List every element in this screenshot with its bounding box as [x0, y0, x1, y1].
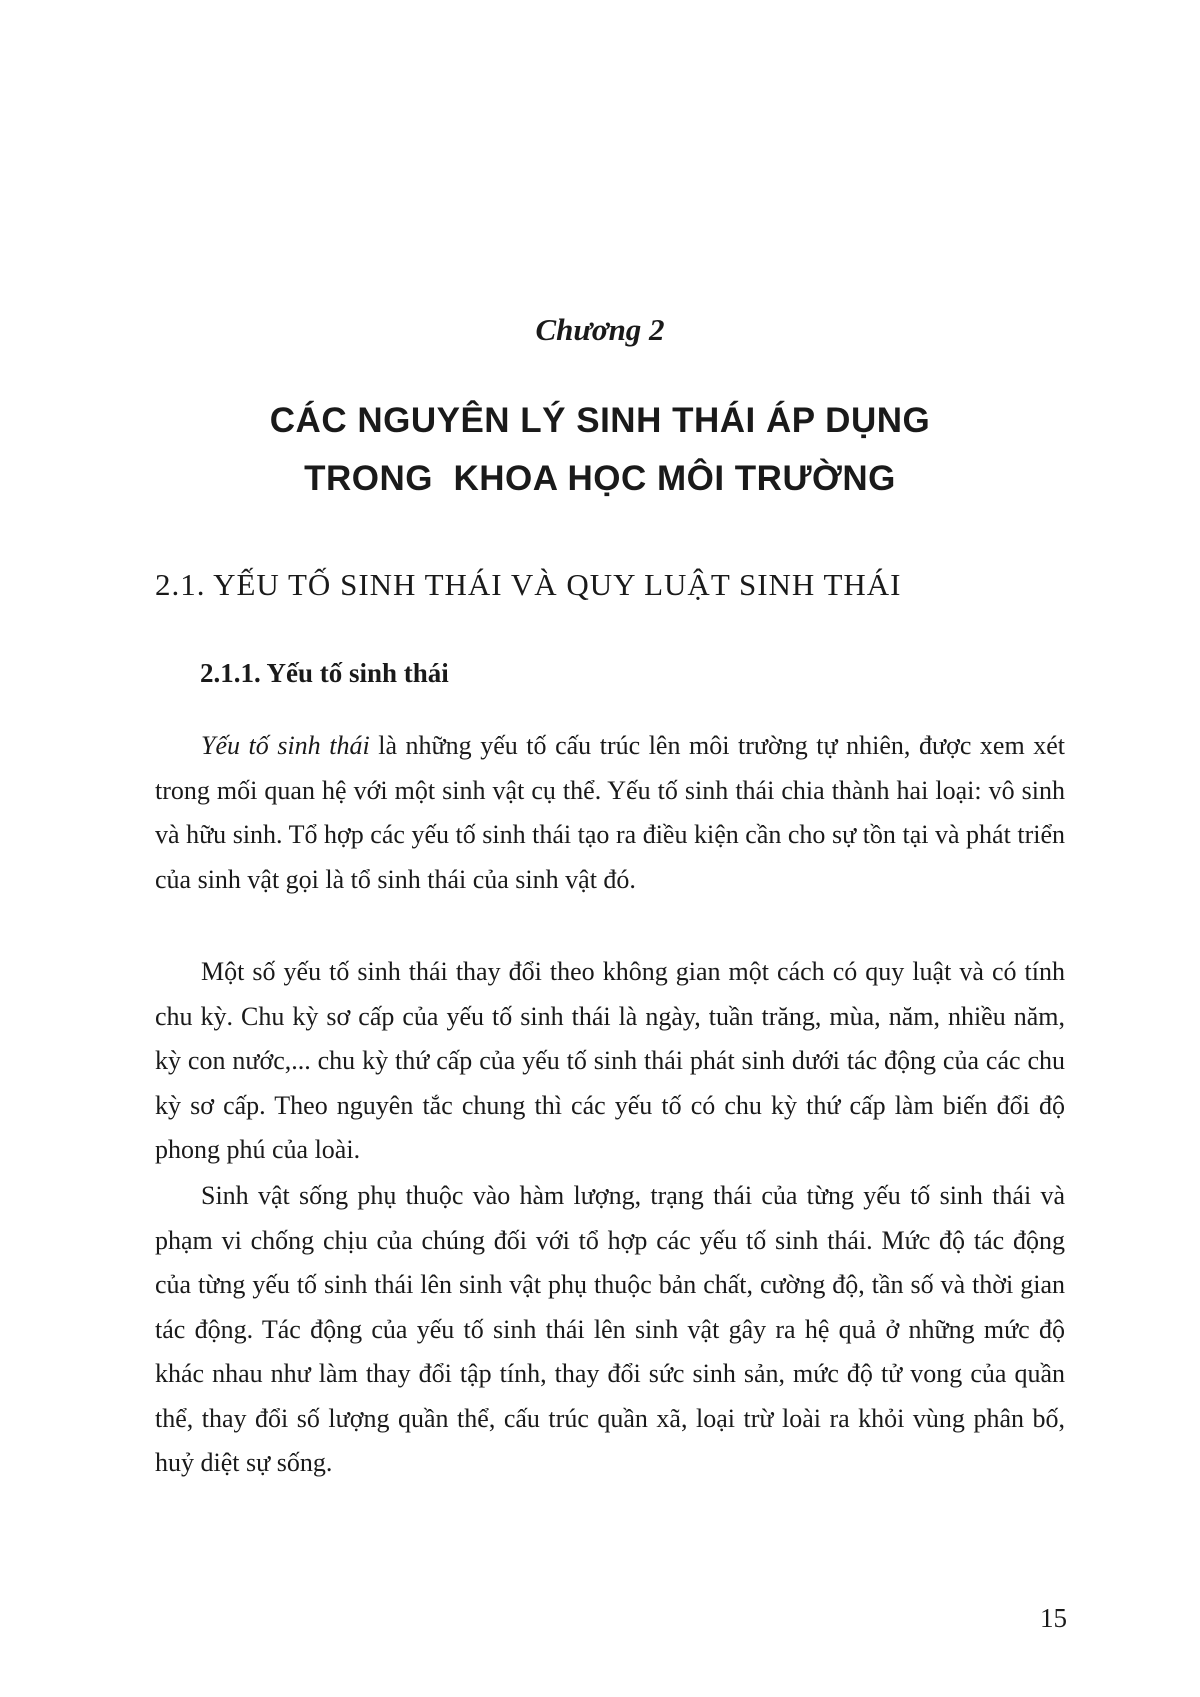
- paragraph-3: Sinh vật sống phụ thuộc vào hàm lượng, trạng thái của từng yếu tố sinh thái và phạm vi chống chịu của chúng đối với tổ hợp các yếu tố sinh thái. Mức độ tác động của từng yếu tố sinh thái lên sinh vật phụ thuộc bản chất, cường độ, tần số và thời gian tác động. Tác động của yếu tố sinh thái lên sinh vật gây ra hệ quả ở những mức độ khác nhau như làm thay đổi tập tính, thay đổi sức sinh sản, mức độ tử vong của quần thể, thay đổi số lượng quần thể, cấu trúc quần xã, loại trừ loài ra khỏi vùng phân bố, huỷ diệt sự sống.: [155, 1181, 1065, 1477]
- paragraph-2: Một số yếu tố sinh thái thay đổi theo không gian một cách có quy luật và có tính chu kỳ. Chu kỳ sơ cấp của yếu tố sinh thái là ngày, tuần trăng, mùa, năm, nhiều năm, kỳ con nước,... chu kỳ thứ cấp của yếu tố sinh thái phát sinh dưới tác động của các chu kỳ sơ cấp. Theo nguyên tắc chung thì các yếu tố có chu kỳ thứ cấp làm biến đổi độ phong phú của loài.: [155, 957, 1065, 1164]
- subsection-heading: 2.1.1. Yếu tố sinh thái: [200, 658, 449, 688]
- paragraph-1-text: là những yếu tố cấu trúc lên môi trường tự nhiên, được xem xét trong mối quan hệ với một sinh vật cụ thể. Yếu tố sinh thái chia thành hai loại: vô sinh và hữu sinh. Tổ hợp các yếu tố sinh thái tạo ra điều kiện cần cho sự tồn tại và phát triển của sinh vật gọi là tổ sinh thái của sinh vật đó.: [155, 731, 1066, 894]
- page-number: 15: [1040, 1603, 1067, 1633]
- paragraph-1: [155, 724, 1065, 902]
- chapter-title: [0, 392, 1200, 508]
- chapter-title-line-1: CÁC NGUYÊN LÝ SINH THÁI ÁP DỤNG: [269, 401, 931, 440]
- defined-term: Yếu tố sinh thái: [201, 731, 370, 760]
- chapter-title-line-2: TRONG KHOA HỌC MÔI TRƯỜNG: [304, 459, 896, 498]
- chapter-label: Chương 2: [535, 312, 665, 347]
- section-heading: 2.1. YẾU TỐ SINH THÁI VÀ QUY LUẬT SINH THÁI: [155, 567, 902, 602]
